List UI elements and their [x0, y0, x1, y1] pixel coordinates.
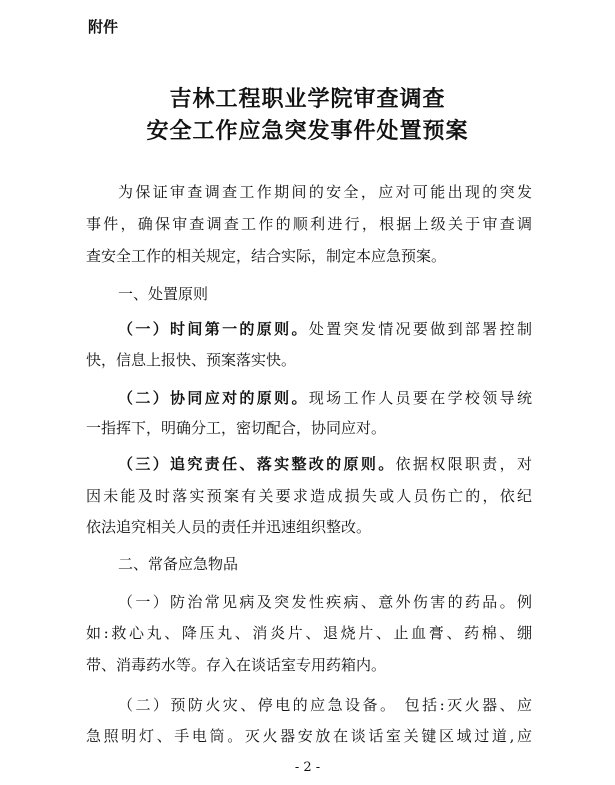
intro-line-3: 查安全工作的相关规定，结合实际，制定本应急预案。 [86, 247, 447, 265]
supplies-1-line-1: （一）防治常见病及突发性疾病、意外伤害的药品。例 [118, 593, 532, 611]
page-number: - 2 - [294, 760, 321, 775]
intro-line-2: 事件，确保审查调查工作的顺利进行，根据上级关于审查调 [86, 215, 532, 233]
supplies-2-line-2: 急照明灯、手电筒。灭火器安放在谈话室关键区域过道,应 [86, 727, 532, 745]
document-title-line-2: 安全工作应急突发事件处置预案 [146, 118, 469, 144]
principle-3-line-1: （三）追究责任、落实整改的原则。依据权限职责，对 [118, 455, 532, 473]
attachment-label: 附件 [88, 18, 119, 36]
principle-1-line-2: 快，信息上报快、预案落实快。 [86, 351, 297, 369]
supplies-2-line-1: （二）预防火灾、停电的应急设备。 包括:灭火器、应 [118, 696, 532, 714]
section-heading-principles: 一、处置原则 [118, 285, 209, 303]
intro-line-1: 为保证审查调查工作期间的安全，应对可能出现的突发 [118, 183, 532, 201]
principle-1-line-1: （一）时间第一的原则。处置突发情况要做到部署控制 [118, 320, 532, 338]
supplies-1-line-2: 如:救心丸、降压丸、消炎片、退烧片、止血膏、药棉、绷 [86, 624, 532, 642]
principle-3-line-3: 依法追究相关人员的责任并迅速组织整改。 [86, 518, 372, 536]
supplies-1-line-3: 带、消毒药水等。存入在谈话室专用药箱内。 [86, 656, 387, 674]
section-heading-supplies: 二、常备应急物品 [118, 555, 239, 573]
principle-2-line-1: （二）协同应对的原则。现场工作人员要在学校领导统 [118, 389, 532, 407]
principle-3-line-2: 因未能及时落实预案有关要求造成损失或人员伤亡的，依纪 [86, 487, 532, 505]
document-title-line-1: 吉林工程职业学院审查调查 [169, 86, 446, 112]
principle-2-line-2: 一指挥下，明确分工，密切配合，协同应对。 [86, 419, 387, 437]
